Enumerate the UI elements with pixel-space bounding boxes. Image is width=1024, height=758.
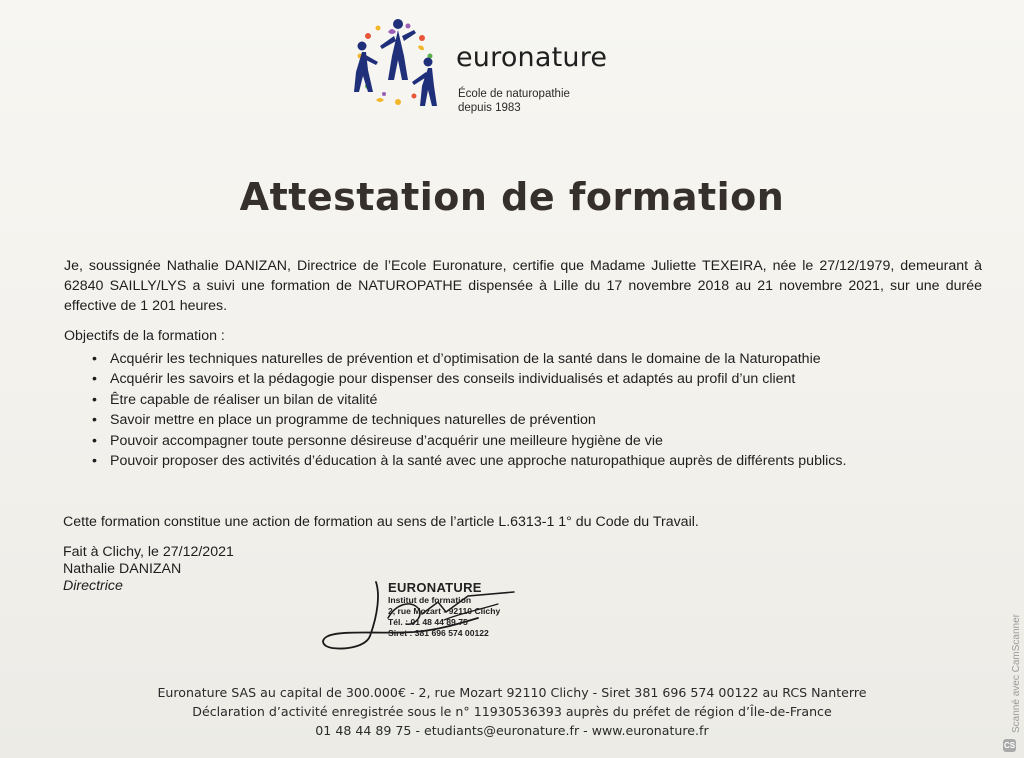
footer-line-3: 01 48 44 89 75 - etudiants@euronature.fr - www.euronature.fr xyxy=(315,723,709,738)
objective-item xyxy=(92,431,846,451)
legal-statement: Cette formation constitue une action de formation au sens de l’article L.6313-1 1° du Code du Travail. xyxy=(63,514,699,530)
watermark-text: Scanné avec CamScanner xyxy=(1011,614,1022,733)
bullet-icon: • xyxy=(92,351,97,367)
signer-role: Directrice xyxy=(63,578,123,594)
stamp-line-1: Institut de formation xyxy=(388,595,472,605)
bullet-icon: • xyxy=(92,371,97,388)
stamp-line-2: 2, rue Mozart - 92110 Clichy xyxy=(388,606,501,616)
footer xyxy=(0,683,1024,740)
company-stamp xyxy=(318,574,538,654)
bullet-icon: • xyxy=(92,391,97,408)
stamp-title: EURONATURE xyxy=(388,580,482,595)
objective-text: Pouvoir proposer des activités d’éducation à la santé avec une approche naturopathique auprès de différents publics. xyxy=(110,452,847,469)
objective-item xyxy=(92,410,846,430)
objectives-label: Objectifs de la formation : xyxy=(64,328,225,344)
objective-text: Acquérir les techniques naturelles de prévention et d’optimisation de la santé dans le domaine de la Naturopathie xyxy=(110,351,821,367)
camscanner-icon: CS xyxy=(1003,741,1016,750)
objectives-list xyxy=(92,349,846,471)
brand-name: euronature xyxy=(456,42,608,73)
tagline-line-2: depuis 1983 xyxy=(458,102,521,114)
signer-name: Nathalie DANIZAN xyxy=(63,561,182,577)
certification-paragraph: Je, soussignée Nathalie DANIZAN, Directrice de l’Ecole Euronature, certifie que Madame Juliette TEXEIRA, née le 27/12/1979, demeurant à 62840 SAILLY/LYS a suivi une formation de NATUROPATHE dispensée à Lille du 17 novembre 2018 au 21 novembre 2021, sur une durée effective de 1 201 heures. xyxy=(64,258,982,314)
euronature-figures-logo xyxy=(348,16,442,110)
bullet-icon: • xyxy=(92,452,97,469)
document-title: Attestation de formation xyxy=(239,175,785,219)
signature-block xyxy=(63,544,234,595)
brand-tagline xyxy=(458,87,570,115)
header-logo xyxy=(348,16,648,114)
scanner-watermark xyxy=(1003,595,1022,755)
tagline-line-1: École de naturopathie xyxy=(458,88,570,100)
objective-item xyxy=(92,349,846,369)
objective-text: Pouvoir accompagner toute personne désireuse d’acquérir une meilleure hygiène de vie xyxy=(110,432,663,449)
objective-text: Être capable de réaliser un bilan de vitalité xyxy=(110,391,378,408)
stamp-line-3: Tél. : 01 48 44 89 75 xyxy=(388,617,468,627)
footer-line-1: Euronature SAS au capital de 300.000€ - 2, rue Mozart 92110 Clichy - Siret 381 696 574 00122 au RCS Nanterre xyxy=(157,685,867,700)
footer-line-2: Déclaration d’activité enregistrée sous le n° 11930536393 auprès du préfet de région d’Île-de-France xyxy=(192,704,832,719)
bullet-icon: • xyxy=(92,412,97,429)
objective-item xyxy=(92,369,846,389)
bullet-icon: • xyxy=(92,432,97,449)
objective-item xyxy=(92,451,846,471)
objective-text: Savoir mettre en place un programme de techniques naturelles de prévention xyxy=(110,412,596,429)
stamp-line-4: Siret : 381 696 574 00122 xyxy=(388,628,489,638)
objective-item xyxy=(92,390,846,410)
objective-text: Acquérir les savoirs et la pédagogie pour dispenser des conseils individualisés et adaptés au profil d’un client xyxy=(110,371,796,388)
place-date: Fait à Clichy, le 27/12/2021 xyxy=(63,544,234,560)
stamp-text xyxy=(388,580,500,639)
